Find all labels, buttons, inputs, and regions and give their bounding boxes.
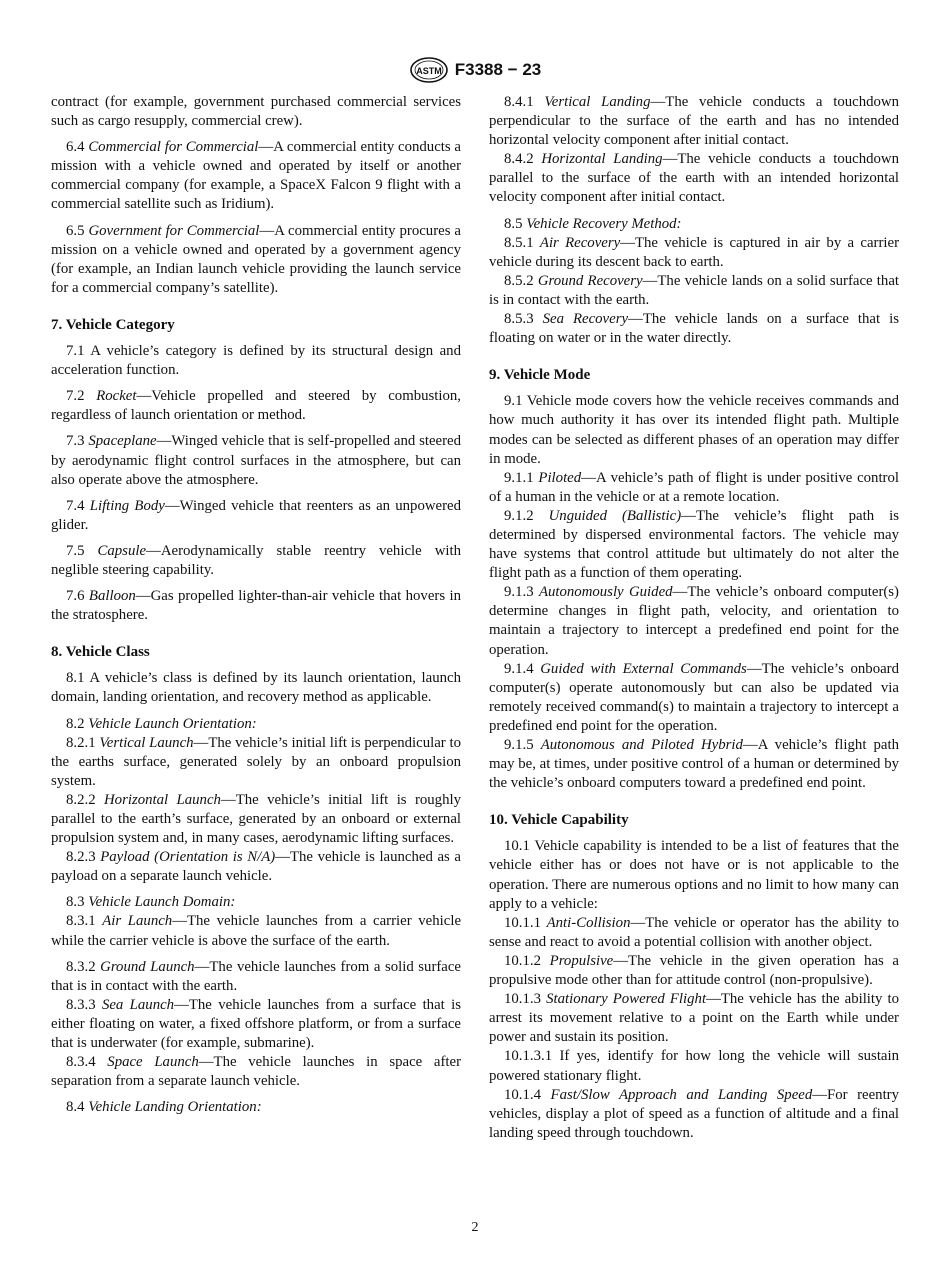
defined-term: Vehicle Landing Orientation: [88, 1099, 262, 1116]
astm-logo-icon [409, 56, 449, 84]
paragraph [489, 660, 899, 736]
defined-term: Propulsive [549, 952, 614, 969]
section-heading: 10. Vehicle Capability [489, 812, 629, 829]
defined-term: Fast/Slow Approach and Landing Speed [550, 1086, 813, 1103]
clause-number: 7.5 [66, 542, 85, 559]
paragraph [489, 272, 899, 310]
paragraph [51, 587, 461, 625]
paragraph-text: —Vehicle propelled and steered by combustion, regardless of launch orientation or method. [51, 388, 461, 424]
defined-term: Guided with External Commands [540, 660, 747, 677]
paragraph [51, 497, 461, 535]
paragraph-text: —The vehicle lands on a solid surface that is in contact with the earth. [489, 272, 899, 308]
defined-term: Ground Launch [100, 958, 195, 975]
paragraph [489, 215, 899, 234]
clause-number: 10.1.3.1 [504, 1048, 553, 1065]
paragraph-text: —A vehicle’s path of flight is under positive control of a human in the vehicle or at a remote location. [489, 469, 899, 505]
paragraph-text: —The vehicle’s flight path is determined by dispersed environmental factors. The vehicle may have systems that control attitude but ultimately do not alter the flight path as a function of them operating. [489, 507, 899, 582]
paragraph-text: A vehicle’s category is defined by its structural design and acceleration function. [51, 343, 461, 379]
paragraph [51, 996, 461, 1053]
clause-number: 8.2 [66, 715, 85, 732]
paragraph-text: A vehicle’s class is defined by its launch orientation, launch domain, landing orientation, and recovery method as applicable. [51, 670, 461, 706]
paragraph-text: —The vehicle conducts a touchdown perpendicular to the surface of the earth and has no intended horizontal velocity component after initial contact. [489, 94, 899, 149]
clause-number: 10.1.1 [504, 914, 541, 931]
paragraph [51, 1053, 461, 1091]
defined-term: Vertical Launch [99, 734, 194, 751]
clause-number: 7.2 [66, 388, 85, 405]
paragraph [489, 837, 899, 913]
paragraph [51, 222, 461, 298]
svg-text:ASTM: ASTM [416, 66, 442, 76]
defined-term: Vehicle Recovery Method: [526, 215, 682, 232]
clause-number: 8.3.4 [66, 1054, 96, 1071]
paragraph-text: —The vehicle launches from a carrier vehicle while the carrier vehicle is above the surface of the earth. [51, 913, 462, 949]
clause-number: 6.4 [66, 139, 85, 156]
paragraph [489, 583, 899, 659]
paragraph [51, 848, 461, 886]
right-column [489, 93, 899, 1143]
paragraph-text: —The vehicle’s onboard computer(s) operate autonomously but can also be updated via remotely received command(s) to maintain a trajectory to intercept a predefined end point for the operation. [489, 660, 899, 734]
clause-number: 8.4.2 [504, 151, 534, 168]
paragraph-text: —The vehicle is captured in air by a carrier vehicle during its descent back to earth. [489, 234, 900, 270]
clause-number: 10.1.4 [504, 1086, 541, 1103]
paragraph [489, 150, 899, 207]
defined-term: Lifting Body [89, 497, 165, 514]
paragraph [489, 234, 899, 272]
defined-term: Air Launch [102, 913, 173, 930]
clause-number: 9.1.1 [504, 469, 534, 486]
paragraph-text: —The vehicle has the ability to arrest its movement relative to a point on the Earth while under power and sustain its position. [489, 991, 899, 1046]
defined-term: Vehicle Launch Domain: [88, 894, 236, 911]
defined-term: Horizontal Landing [541, 151, 663, 168]
paragraph-text: —A vehicle’s flight path may be, at times, under positive control of a human or determined by the vehicle’s onboard computers toward a predefined end point. [489, 737, 900, 792]
document-id: F3388 − 23 [454, 60, 542, 79]
paragraph-text: Vehicle mode covers how the vehicle receives commands and how much authority it has over its intended flight path. Multiple modes can be selected as different phases of an operation may differ in mode. [489, 393, 899, 467]
defined-term: Rocket [96, 388, 137, 405]
paragraph [51, 342, 461, 380]
defined-term: Ground Recovery [537, 272, 643, 289]
clause-number: 9.1.2 [504, 507, 534, 524]
defined-term: Vertical Landing [544, 94, 651, 110]
clause-number: 7.1 [66, 343, 85, 360]
clause-number: 7.3 [66, 433, 85, 450]
clause-number: 8.1 [66, 670, 85, 687]
paragraph [51, 669, 461, 707]
paragraph [51, 138, 461, 214]
paragraph-text: —The vehicle in the given operation has a propulsive mode other than for attitude control (non-propulsive). [489, 952, 899, 989]
defined-term: Horizontal Launch [104, 791, 221, 808]
defined-term: Piloted [538, 469, 582, 486]
defined-term: Autonomous and Piloted Hybrid [540, 737, 743, 753]
clause-number: 8.2.1 [66, 734, 96, 751]
clause-number: 9.1.4 [504, 660, 534, 677]
paragraph [489, 310, 899, 348]
paragraph-text: —The vehicle or operator has the ability to sense and react to avoid a potential collision with another object. [489, 914, 899, 950]
paragraph-text: If yes, identify for how long the vehicle will sustain powered stationary flight. [489, 1048, 900, 1084]
defined-term: Anti-Collision [546, 914, 631, 931]
clause-number: 8.3.2 [66, 958, 96, 975]
paragraph [489, 914, 899, 952]
paragraph-text: —Gas propelled lighter-than-air vehicle that hovers in the stratosphere. [51, 588, 461, 624]
defined-term: Air Recovery [539, 234, 621, 251]
paragraph-text: —The vehicle’s onboard computer(s) determine changes in flight path, velocity, and orientation to maintain a trajectory to intercept a predefined end point for the operation. [489, 584, 899, 658]
clause-number: 8.3 [66, 894, 85, 911]
paragraph [51, 958, 461, 996]
paragraph-text: —The vehicle’s initial lift is perpendicular to the earths surface, generated solely by an onboard propulsion system. [51, 734, 461, 789]
paragraph-text: —A commercial entity procures a mission on a vehicle owned and operated by a government agency (for example, an Indian launch vehicle providing the launch service for a commercial company’s satellite). [51, 222, 461, 296]
clause-number: 10.1.3 [504, 991, 541, 1008]
paragraph [489, 990, 899, 1047]
paragraph [51, 432, 461, 489]
clause-number: 8.2.3 [66, 849, 96, 866]
paragraph [51, 387, 461, 425]
paragraph [51, 93, 461, 131]
defined-term: Vehicle Launch Orientation: [88, 715, 257, 732]
paragraph [51, 912, 461, 950]
paragraph [489, 952, 899, 990]
paragraph [51, 791, 461, 848]
defined-term: Sea Recovery [542, 311, 629, 328]
left-column [51, 93, 461, 1117]
paragraph [489, 93, 899, 150]
clause-number: 8.5.1 [504, 234, 534, 251]
paragraph [489, 1047, 899, 1085]
clause-number: 7.4 [66, 497, 85, 514]
defined-term: Capsule [97, 542, 147, 559]
paragraph-text: —The vehicle launches from a surface that is either floating on water, a fixed offshore platform, or from a surface that is underwater (for example, submarine). [51, 996, 461, 1052]
paragraph-text: —Winged vehicle that reenters as an unpowered glider. [51, 497, 462, 533]
clause-number: 9.1 [504, 393, 523, 410]
paragraph [51, 893, 461, 912]
clause-number: 10.1 [504, 838, 530, 855]
paragraph-text: —Aerodynamically stable reentry vehicle with neglible steering capability. [51, 542, 461, 578]
clause-number: 8.4 [66, 1099, 85, 1116]
paragraph-text: —A commercial entity conducts a mission with a vehicle owned and operated by itself or another commercial company (for example, a SpaceX Falcon 9 flight with a commercial satellite such as Iridium). [51, 139, 461, 213]
paragraph [51, 1098, 461, 1117]
defined-term: Commercial for Commercial [88, 139, 259, 156]
paragraph [489, 507, 899, 583]
clause-number: 6.5 [66, 222, 85, 239]
clause-number: 8.2.2 [66, 791, 96, 808]
paragraph-text: —The vehicle is launched as a payload on a separate launch vehicle. [51, 849, 461, 885]
paragraph-text: —For reentry vehicles, display a plot of speed as a function of altitude and a final landing speed through touchdown. [489, 1086, 900, 1141]
paragraph [489, 736, 899, 793]
paragraph [489, 1086, 899, 1143]
defined-term: Sea Launch [101, 996, 175, 1013]
clause-number: 8.3.1 [66, 913, 96, 930]
defined-term: Government for Commercial [88, 222, 260, 239]
clause-number: 8.5.3 [504, 311, 534, 328]
section-heading: 7. Vehicle Category [51, 316, 175, 333]
defined-term: Autonomously Guided [538, 584, 673, 601]
paragraph-text: —The vehicle’s initial lift is roughly parallel to the earth’s surface, generated by an onboard or external propulsion system and, in many cases, aerodynamic lifting surfaces. [51, 791, 461, 847]
clause-number: 8.5.2 [504, 272, 534, 289]
defined-term: Unguided (Ballistic) [548, 507, 682, 524]
paragraph [489, 392, 899, 468]
paragraph-text: —The vehicle launches in space after separation from a separate launch vehicle. [51, 1054, 462, 1090]
clause-number: 9.1.5 [504, 737, 534, 753]
paragraph [51, 715, 461, 734]
clause-number: 8.3.3 [66, 996, 96, 1013]
clause-number: 7.6 [66, 588, 85, 605]
defined-term: Space Launch [107, 1054, 199, 1071]
paragraph [51, 542, 461, 580]
defined-term: Spaceplane [88, 433, 157, 450]
paragraph-text: —The vehicle lands on a surface that is floating on water or in the water directly. [489, 311, 899, 347]
section-heading: 8. Vehicle Class [51, 644, 150, 661]
paragraph-text: —Winged vehicle that is self-propelled and steered by aerodynamic flight control surfaces in the atmosphere, but can also operate above the atmosphere. [51, 433, 462, 488]
paragraph-text: —The vehicle conducts a touchdown parallel to the surface of the earth with an intended horizontal velocity component after initial contact. [489, 151, 899, 206]
clause-number: 8.5 [504, 215, 523, 232]
section-heading: 9. Vehicle Mode [489, 367, 591, 384]
clause-number: 9.1.3 [504, 584, 534, 601]
defined-term: Balloon [88, 588, 136, 605]
page-number: 2 [471, 1220, 479, 1235]
paragraph-text: contract (for example, government purchased commercial services such as cargo resupply, commercial crew). [51, 94, 461, 130]
paragraph [489, 469, 899, 507]
defined-term: Stationary Powered Flight [546, 991, 707, 1008]
paragraph-text: —The vehicle launches from a solid surface that is in contact with the earth. [51, 958, 461, 994]
paragraph-text: Vehicle capability is intended to be a list of features that the vehicle either has or does not have or is not applicable to the operation. There are numerous options and no limit to how many can apply to a vehicle: [489, 838, 899, 912]
document-header [0, 56, 950, 84]
paragraph [51, 734, 461, 791]
defined-term: Payload (Orientation is N/A) [100, 849, 276, 866]
clause-number: 8.4.1 [504, 94, 534, 110]
clause-number: 10.1.2 [504, 952, 541, 969]
